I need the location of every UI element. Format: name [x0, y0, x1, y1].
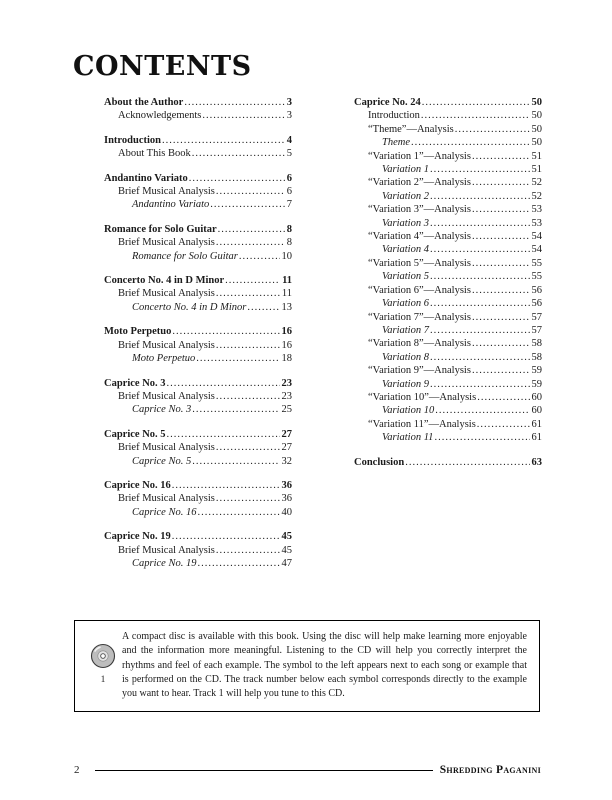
toc-entry-page: 16: [281, 339, 292, 351]
toc-entry-label: Concerto No. 4 in D Minor: [104, 275, 225, 287]
toc-group: [104, 428, 292, 468]
toc-leader-dots: [472, 176, 530, 189]
toc-leader-dots: [472, 364, 530, 377]
toc-leader-dots: [435, 404, 529, 417]
toc-leader-dots: [430, 297, 530, 310]
toc-entry: [104, 377, 292, 390]
toc-entry-label: Caprice No. 19: [132, 557, 197, 569]
toc-entry-label: Variation 11: [382, 432, 434, 444]
toc-entry-label: Brief Musical Analysis: [118, 442, 215, 454]
toc-leader-dots: [430, 243, 530, 256]
toc-entry-page: 59: [531, 378, 542, 390]
toc-group: [104, 325, 292, 365]
toc-column-right: [354, 96, 542, 480]
toc-entry-label: Brief Musical Analysis: [118, 288, 215, 300]
toc-leader-dots: [477, 418, 530, 431]
toc-entry-page: 51: [531, 164, 542, 176]
toc-entry: [354, 190, 542, 203]
toc-entry: [104, 403, 292, 416]
toc-entry-page: 40: [281, 506, 292, 518]
toc-entry-label: Caprice No. 5: [132, 455, 192, 467]
toc-entry-page: 18: [281, 353, 292, 365]
toc-leader-dots: [192, 455, 279, 468]
toc-leader-dots: [197, 557, 279, 570]
toc-entry: [354, 96, 542, 109]
toc-entry: [354, 203, 542, 216]
toc-leader-dots: [167, 377, 280, 390]
page-title: CONTENTS: [73, 51, 252, 82]
toc-leader-dots: [192, 403, 279, 416]
toc-entry-label: Variation 9: [382, 378, 429, 390]
toc-entry-page: 51: [531, 150, 542, 162]
toc-entry-page: 54: [531, 231, 542, 243]
toc-entry-label: Variation 6: [382, 298, 429, 310]
toc-entry-label: About This Book: [118, 148, 191, 160]
toc-entry-label: Caprice No. 16: [132, 506, 197, 518]
toc-entry-label: Brief Musical Analysis: [118, 186, 215, 198]
footer-book-title: Shredding Paganini: [439, 764, 541, 776]
toc-entry-page: 53: [531, 204, 542, 216]
toc-leader-dots: [192, 147, 285, 160]
toc-entry: [104, 428, 292, 441]
toc-leader-dots: [210, 198, 284, 211]
toc-entry-label: “Variation 1”—Analysis: [368, 150, 471, 162]
toc-leader-dots: [216, 287, 280, 300]
toc-entry-page: 4: [286, 134, 292, 146]
toc-entry-page: 50: [531, 97, 542, 108]
toc-entry: [104, 185, 292, 198]
toc-entry-label: Theme: [382, 137, 410, 149]
cd-track-number: 1: [100, 675, 106, 685]
toc-entry: [354, 351, 542, 364]
toc-group: [104, 274, 292, 314]
toc-leader-dots: [430, 351, 530, 364]
toc-entry-label: “Variation 5”—Analysis: [368, 257, 471, 269]
toc-entry-page: 52: [531, 177, 542, 189]
toc-entry-page: 57: [531, 311, 542, 323]
toc-entry-label: Romance for Solo Guitar: [132, 250, 238, 262]
toc-entry-label: “Variation 4”—Analysis: [368, 231, 471, 243]
toc-entry-page: 45: [281, 544, 292, 556]
toc-leader-dots: [434, 431, 529, 444]
toc-leader-dots: [472, 230, 530, 243]
toc-entry: [104, 301, 292, 314]
toc-leader-dots: [477, 391, 529, 404]
toc-leader-dots: [216, 185, 285, 198]
toc-entry-page: 60: [531, 391, 542, 403]
toc-leader-dots: [216, 339, 280, 352]
toc-entry-page: 32: [281, 455, 292, 467]
toc-entry-label: “Variation 10”—Analysis: [368, 391, 477, 403]
toc-entry: [354, 176, 542, 189]
toc-entry-label: Brief Musical Analysis: [118, 544, 215, 556]
toc-entry: [104, 390, 292, 403]
toc-entry-page: 59: [531, 365, 542, 377]
toc-leader-dots: [430, 217, 530, 230]
toc-entry: [104, 198, 292, 211]
toc-entry-label: “Variation 9”—Analysis: [368, 365, 471, 377]
toc-entry-label: About the Author: [104, 97, 184, 108]
toc-entry: [354, 404, 542, 417]
toc-entry: [104, 236, 292, 249]
toc-entry-page: 3: [286, 97, 292, 108]
toc-entry-label: “Variation 2”—Analysis: [368, 177, 471, 189]
toc-entry: [104, 352, 292, 365]
toc-entry-page: 53: [531, 217, 542, 229]
toc-entry-page: 56: [531, 284, 542, 296]
cd-note-box: [74, 620, 540, 712]
toc-entry-label: “Variation 8”—Analysis: [368, 338, 471, 350]
toc-leader-dots: [197, 506, 279, 519]
toc-entry-label: “Variation 6”—Analysis: [368, 284, 471, 296]
toc-group: [354, 96, 542, 445]
toc-leader-dots: [225, 274, 280, 287]
toc-entry-page: 16: [281, 326, 292, 338]
toc-leader-dots: [472, 337, 530, 350]
toc-entry: [104, 274, 292, 287]
toc-entry: [354, 136, 542, 149]
toc-entry-label: Caprice No. 19: [104, 531, 171, 543]
toc-entry-label: Variation 8: [382, 351, 429, 363]
toc-leader-dots: [172, 530, 280, 543]
toc-entry-page: 25: [281, 404, 292, 416]
toc-entry-label: Brief Musical Analysis: [118, 390, 215, 402]
toc-entry: [104, 250, 292, 263]
toc-entry-label: Brief Musical Analysis: [118, 493, 215, 505]
toc-leader-dots: [430, 378, 530, 391]
toc-leader-dots: [216, 390, 280, 403]
toc-leader-dots: [411, 136, 530, 149]
toc-entry: [354, 418, 542, 431]
toc-entry-page: 11: [281, 288, 292, 300]
toc-entry: [354, 163, 542, 176]
cd-icon-wrap: [88, 643, 118, 685]
toc-entry-label: Variation 10: [382, 405, 435, 417]
toc-leader-dots: [421, 109, 530, 122]
toc-entry: [354, 364, 542, 377]
toc-leader-dots: [472, 150, 530, 163]
toc-leader-dots: [239, 250, 280, 263]
toc-entry: [354, 284, 542, 297]
toc-entry-label: Variation 5: [382, 271, 429, 283]
toc-leader-dots: [472, 284, 530, 297]
toc-entry: [104, 479, 292, 492]
toc-entry: [354, 270, 542, 283]
toc-leader-dots: [430, 270, 530, 283]
toc-leader-dots: [196, 352, 279, 365]
toc-entry-page: 6: [286, 172, 292, 184]
toc-entry-label: “Variation 7”—Analysis: [368, 311, 471, 323]
toc-entry-page: 56: [531, 298, 542, 310]
toc-entry-page: 58: [531, 351, 542, 363]
toc-entry-label: Introduction: [104, 134, 161, 146]
toc-entry: [354, 297, 542, 310]
toc-leader-dots: [216, 544, 280, 557]
toc-entry: [104, 530, 292, 543]
toc-entry-page: 50: [531, 110, 542, 122]
toc-entry-label: Introduction: [368, 110, 420, 122]
toc-entry-label: Variation 4: [382, 244, 429, 256]
toc-leader-dots: [184, 96, 284, 109]
toc-column-left: [104, 96, 292, 581]
toc-entry: [104, 492, 292, 505]
toc-entry-page: 45: [281, 531, 292, 543]
toc-group: [104, 479, 292, 519]
toc-leader-dots: [216, 236, 285, 249]
toc-entry-label: Brief Musical Analysis: [118, 237, 215, 249]
toc-leader-dots: [430, 163, 530, 176]
toc-entry-label: Variation 1: [382, 164, 429, 176]
toc-entry-page: 47: [281, 557, 292, 569]
toc-leader-dots: [422, 96, 530, 109]
toc-entry: [104, 134, 292, 147]
toc-entry: [104, 96, 292, 109]
toc-group: [104, 223, 292, 263]
toc-group: [354, 456, 542, 469]
toc-entry: [354, 243, 542, 256]
toc-leader-dots: [472, 257, 530, 270]
toc-leader-dots: [472, 311, 530, 324]
toc-entry-page: 50: [531, 137, 542, 149]
toc-entry-label: Caprice No. 3: [132, 404, 192, 416]
page-footer: [74, 764, 541, 776]
toc-entry-label: Moto Perpetuo: [132, 353, 196, 365]
toc-leader-dots: [216, 441, 280, 454]
toc-entry-label: Caprice No. 5: [104, 428, 166, 440]
toc-entry: [354, 109, 542, 122]
toc-entry-page: 55: [531, 257, 542, 269]
toc-entry-label: Acknowledgements: [118, 110, 202, 122]
toc-entry: [104, 557, 292, 570]
toc-entry: [354, 311, 542, 324]
toc-leader-dots: [430, 190, 530, 203]
toc-entry-label: Variation 3: [382, 217, 429, 229]
toc-entry-page: 8: [286, 223, 292, 235]
toc-group: [104, 530, 292, 570]
toc-entry: [354, 378, 542, 391]
toc-entry-page: 63: [531, 456, 542, 468]
toc-entry-page: 11: [282, 275, 292, 287]
toc-leader-dots: [189, 172, 285, 185]
toc-entry-page: 7: [286, 199, 292, 211]
toc-group: [104, 96, 292, 123]
toc-entry-label: Conclusion: [354, 456, 405, 468]
toc-entry-label: Caprice No. 24: [354, 97, 421, 108]
toc-leader-dots: [430, 324, 530, 337]
toc-entry-label: Caprice No. 16: [104, 479, 171, 491]
toc-group: [104, 377, 292, 417]
toc-entry: [104, 287, 292, 300]
toc-entry-label: Variation 7: [382, 324, 429, 336]
cd-note-text: A compact disc is available with this book. Using the disc will help make learning more enjoyable and the information more meaningful. Listening to the CD will help you correctly interpret the rhythms and feel of each example. The symbol to the left appears next to each song or example that is performed on the CD. The track number below each symbol corresponds directly to the example you want to hear. Track 1 will help you tune to this CD.: [122, 631, 527, 700]
toc-entry: [104, 455, 292, 468]
toc-entry: [104, 223, 292, 236]
toc-entry-page: 5: [286, 148, 292, 160]
toc-entry: [354, 391, 542, 404]
footer-rule: [95, 770, 433, 771]
toc-entry-page: 27: [281, 442, 292, 454]
toc-group: [104, 134, 292, 161]
toc-entry: [104, 109, 292, 122]
toc-entry-label: Moto Perpetuo: [104, 326, 172, 338]
toc-entry-label: Andantino Variato: [132, 199, 210, 211]
toc-entry-label: Caprice No. 3: [104, 377, 166, 389]
toc-entry: [354, 456, 542, 469]
toc-entry: [104, 172, 292, 185]
toc-entry-page: 23: [281, 390, 292, 402]
toc-leader-dots: [162, 134, 285, 147]
toc-entry-label: “Theme”—Analysis: [368, 123, 454, 135]
toc-entry-page: 36: [281, 479, 292, 491]
toc-entry-page: 23: [281, 377, 292, 389]
toc-leader-dots: [218, 223, 285, 236]
toc-entry-page: 61: [531, 432, 542, 444]
toc-leader-dots: [216, 492, 280, 505]
toc-entry-page: 60: [531, 405, 542, 417]
toc-entry-page: 3: [286, 110, 292, 122]
toc-entry-label: “Variation 11”—Analysis: [368, 418, 476, 430]
toc-entry: [354, 337, 542, 350]
toc-leader-dots: [247, 301, 279, 314]
toc-leader-dots: [172, 325, 279, 338]
toc-leader-dots: [202, 109, 284, 122]
toc-entry-label: Variation 2: [382, 190, 429, 202]
toc-entry: [354, 123, 542, 136]
toc-entry-label: “Variation 3”—Analysis: [368, 204, 471, 216]
toc-entry: [354, 257, 542, 270]
cd-icon: [90, 643, 116, 669]
toc-entry-page: 61: [531, 418, 542, 430]
toc-entry: [354, 230, 542, 243]
toc-leader-dots: [455, 123, 530, 136]
toc-entry-page: 13: [281, 301, 292, 313]
toc-entry: [104, 544, 292, 557]
toc-leader-dots: [472, 203, 530, 216]
toc-leader-dots: [405, 456, 529, 469]
toc-entry-page: 8: [286, 237, 292, 249]
toc-entry-page: 10: [281, 250, 292, 262]
toc-group: [104, 172, 292, 212]
toc-entry: [104, 339, 292, 352]
toc-leader-dots: [167, 428, 280, 441]
toc-leader-dots: [172, 479, 280, 492]
toc-entry: [354, 217, 542, 230]
toc-entry: [104, 506, 292, 519]
toc-entry-page: 55: [531, 271, 542, 283]
toc-entry-label: Brief Musical Analysis: [118, 339, 215, 351]
toc-entry-label: Romance for Solo Guitar: [104, 223, 217, 235]
toc-entry-page: 58: [531, 338, 542, 350]
toc-entry-page: 6: [286, 186, 292, 198]
toc-entry: [354, 431, 542, 444]
toc-entry-page: 54: [531, 244, 542, 256]
toc-entry: [104, 325, 292, 338]
toc-entry: [354, 150, 542, 163]
toc-entry-page: 36: [281, 493, 292, 505]
toc-entry-page: 27: [281, 428, 292, 440]
toc-entry-page: 52: [531, 190, 542, 202]
toc-entry: [104, 147, 292, 160]
footer-page-number: 2: [74, 764, 80, 776]
toc-entry-page: 50: [531, 123, 542, 135]
toc-entry: [354, 324, 542, 337]
toc-entry-label: Concerto No. 4 in D Minor: [132, 301, 247, 313]
toc-entry: [104, 441, 292, 454]
toc-entry-page: 57: [531, 324, 542, 336]
toc-entry-label: Andantino Variato: [104, 172, 188, 184]
